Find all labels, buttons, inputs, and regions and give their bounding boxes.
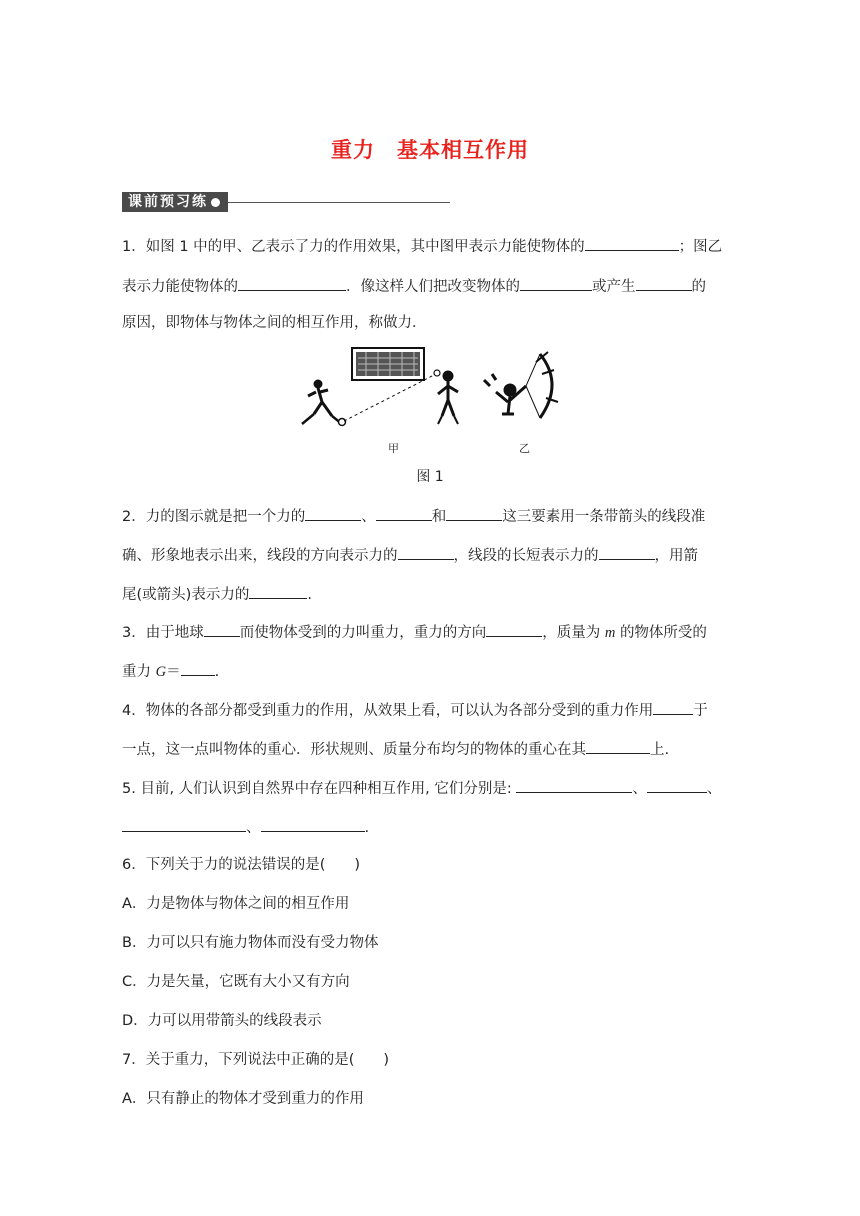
q3-text: ＝ [166,664,181,680]
q3-text: 的物体所受的 [619,625,707,641]
answer-blank[interactable] [376,506,432,521]
q4-text: 一点，这一点叫物体的重心．形状规则、质量分布均匀的物体的重心在其 [122,742,586,758]
q3-line1 [122,622,707,642]
q2-text: ，用箭 [654,548,698,564]
q2-text: 2．力的图示就是把一个力的 [122,509,306,525]
answer-blank[interactable] [586,739,650,754]
q4-line2 [122,739,669,759]
q3-text: 而使物体受到的力叫重力，重力的方向 [239,625,487,641]
figure-label-b: 乙 [519,442,530,455]
q6-stem: 6．下列关于力的说法错误的是( ) [122,857,361,873]
q1-line1 [122,236,722,256]
answer-blank[interactable] [446,506,502,521]
title-part1: 重力 [331,138,375,162]
q1-text: 表示力能使物体的 [122,279,238,295]
answer-blank[interactable] [305,506,361,521]
answer-blank[interactable] [204,622,240,637]
q5-line2 [122,817,369,837]
figure-caption: 图 1 [416,469,444,485]
q1-line3: 原因，即物体与物体之间的相互作用，称做力． [122,315,427,331]
answer-blank[interactable] [653,700,693,715]
q7-option-a[interactable]: A．只有静止的物体才受到重力的作用 [122,1091,364,1107]
q2-text: 这三要素用一条带箭头的线段准 [502,509,706,525]
q1-text: ．像这样人们把改变物体的 [346,279,520,295]
q2-text: 确、形象地表示出来，线段的方向表示力的 [122,548,398,564]
math-var-g: G [155,664,167,680]
q2-line1 [122,506,705,526]
q1-text: 1．如图 1 中的甲、乙表示了力的作用效果，其中图甲表示力能使物体的 [122,239,585,255]
section-rule [228,202,450,203]
q6-option-c[interactable]: C．力是矢量，它既有大小又有方向 [122,974,350,990]
bullet-dot-icon [211,198,220,207]
q4-line1 [122,700,708,720]
q2-text: 和 [431,509,447,525]
q2-line2 [122,545,698,565]
q5-text: 、 [632,781,647,797]
q5-text: 、 [706,781,722,797]
q1-text: 的 [691,279,706,295]
answer-blank[interactable] [398,545,454,560]
answer-blank[interactable] [122,817,246,832]
q5-line1 [122,778,721,798]
section-header [122,192,450,212]
answer-blank[interactable] [585,236,679,251]
q3-text: . [214,664,220,680]
q2-line3 [122,584,312,604]
title-part2: 基本相互作用 [397,138,529,162]
q2-text: ，线段的长短表示力的 [453,548,599,564]
q7-stem: 7．关于重力，下列说法中正确的是( ) [122,1052,390,1068]
q4-text: 4．物体的各部分都受到重力的作用，从效果上看，可以认为各部分受到的重力作用 [122,703,654,719]
q6-option-a[interactable]: A．力是物体与物体之间的相互作用 [122,896,350,912]
section-tag [122,192,228,212]
archer-bow-icon [484,352,558,418]
q4-text: 于 [693,703,708,719]
q3-text: ，质量为 [542,625,601,641]
figure-1 [296,344,564,455]
q1-text: 或产生 [592,279,636,295]
q3-line2 [122,661,219,681]
goal-net-icon [352,348,424,380]
q3-text: 3．由于地球 [122,625,204,641]
answer-blank[interactable] [238,276,346,291]
q3-text: 重力 [122,664,151,680]
answer-blank[interactable] [636,276,692,291]
q6-option-d[interactable]: D．力可以用带箭头的线段表示 [122,1013,322,1029]
answer-blank[interactable] [520,276,592,291]
q5-text: . [364,820,370,836]
q4-text: 上. [650,742,670,758]
q2-text: 、 [361,509,376,525]
q2-text: . [307,587,312,603]
answer-blank[interactable] [486,622,542,637]
figure-label-a: 甲 [388,442,399,455]
answer-blank[interactable] [261,817,365,832]
q2-text: 尾(或箭头)表示力的 [122,587,250,603]
q6-option-b[interactable]: B．力可以只有施力物体而没有受力物体 [122,935,379,951]
kicking-player-icon [302,380,342,424]
heading-player-icon [438,371,458,424]
q1-line2 [122,276,706,296]
q1-text: ；图乙 [678,239,723,255]
section-label: 课前预习练 [128,194,208,210]
ball-icon [339,419,346,426]
answer-blank[interactable] [249,584,307,599]
answer-blank[interactable] [599,545,655,560]
ball-trajectory [344,374,436,421]
q5-text: 5. 目前, 人们认识到自然界中存在四种相互作用, 它们分别是: [122,781,517,797]
q5-text: 、 [246,820,261,836]
answer-blank[interactable] [647,778,707,793]
math-var-m: m [604,625,616,641]
answer-blank[interactable] [181,661,215,676]
answer-blank[interactable] [516,778,632,793]
figure-illustration [296,344,564,430]
page-title [0,134,860,164]
